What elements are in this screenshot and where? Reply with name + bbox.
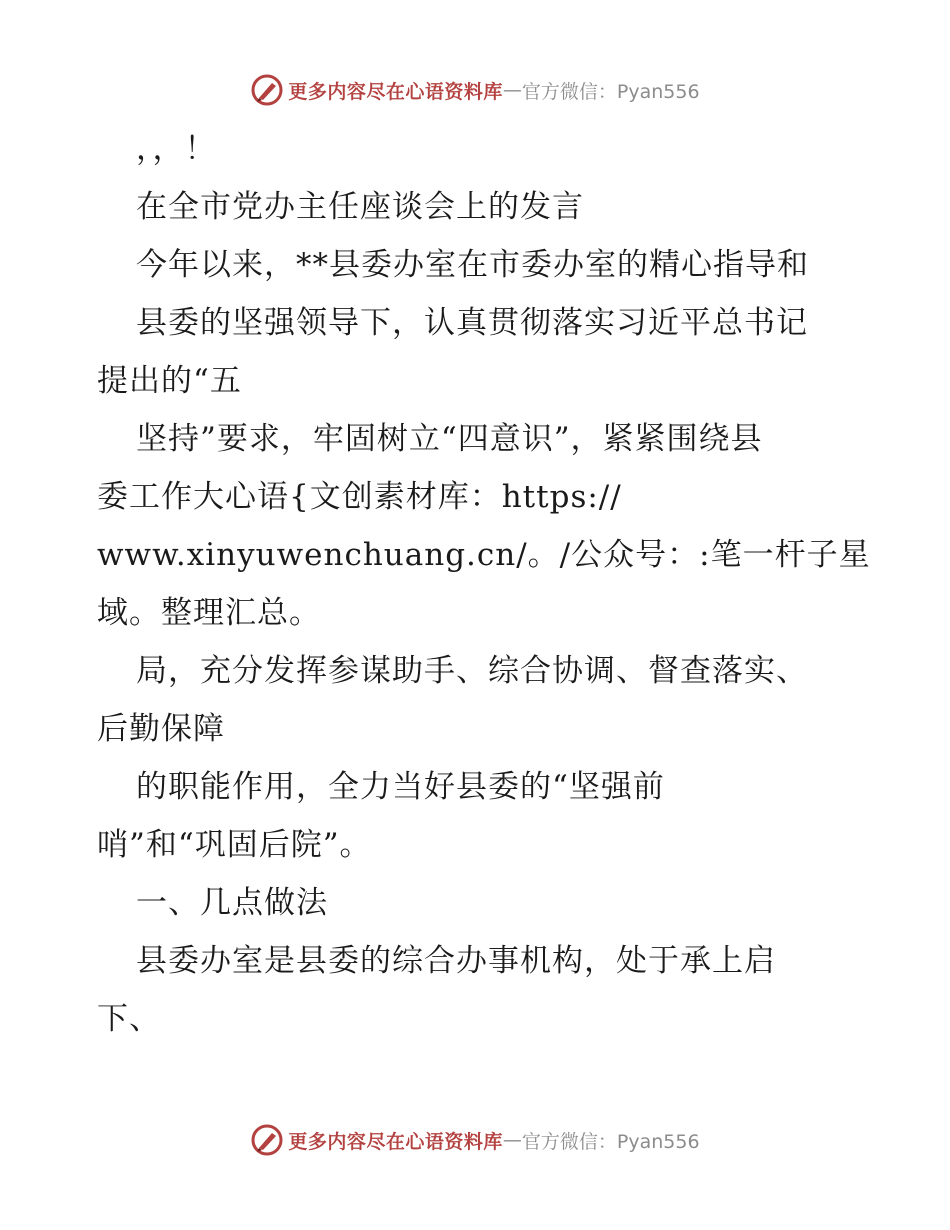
text-line: 委工作大心语{文创素材库：https:// [97, 479, 622, 515]
text-line: 坚持”要求，牢固树立“四意识”，紧紧围绕县 [136, 421, 763, 457]
text-line: 提出的“五 [97, 363, 242, 399]
watermark-text: 更多内容尽在心语资料库 [288, 1130, 503, 1153]
text-line: 后勤保障 [97, 711, 225, 747]
document-body [97, 120, 871, 1048]
text-line: www.xinyuwenchuang.cn/。/公众号：:笔一杆子星 [97, 537, 871, 573]
text-line: 的职能作用，全力当好县委的“坚强前 [136, 769, 665, 805]
footer-watermark [0, 1120, 950, 1160]
text-line: 域。整理汇总。 [97, 595, 321, 631]
text-line: ，，！ [136, 131, 217, 167]
section-heading: 一、几点做法 [136, 885, 328, 921]
watermark-contact: 官方微信：Pyan556 [521, 1130, 700, 1153]
text-line: 县委的坚强领导下，认真贯彻落实习近平总书记 [136, 305, 808, 341]
header-watermark [0, 70, 950, 110]
text-line: 下、 [97, 1001, 161, 1037]
document-title: 在全市党办主任座谈会上的发言 [136, 189, 584, 225]
watermark-contact: 官方微信：Pyan556 [521, 80, 700, 103]
pen-logo-icon [250, 1123, 284, 1157]
watermark-separator: — [502, 1129, 522, 1151]
text-line: 今年以来，**县委办室在市委办室的精心指导和 [136, 247, 809, 283]
watermark-text: 更多内容尽在心语资料库 [288, 80, 503, 103]
text-line: 局，充分发挥参谋助手、综合协调、督查落实、 [136, 653, 808, 689]
text-line: 哨”和“巩固后院”。 [97, 827, 372, 863]
pen-logo-icon [250, 73, 284, 107]
watermark-separator: — [502, 79, 522, 101]
text-line: 县委办室是县委的综合办事机构，处于承上启 [136, 943, 776, 979]
